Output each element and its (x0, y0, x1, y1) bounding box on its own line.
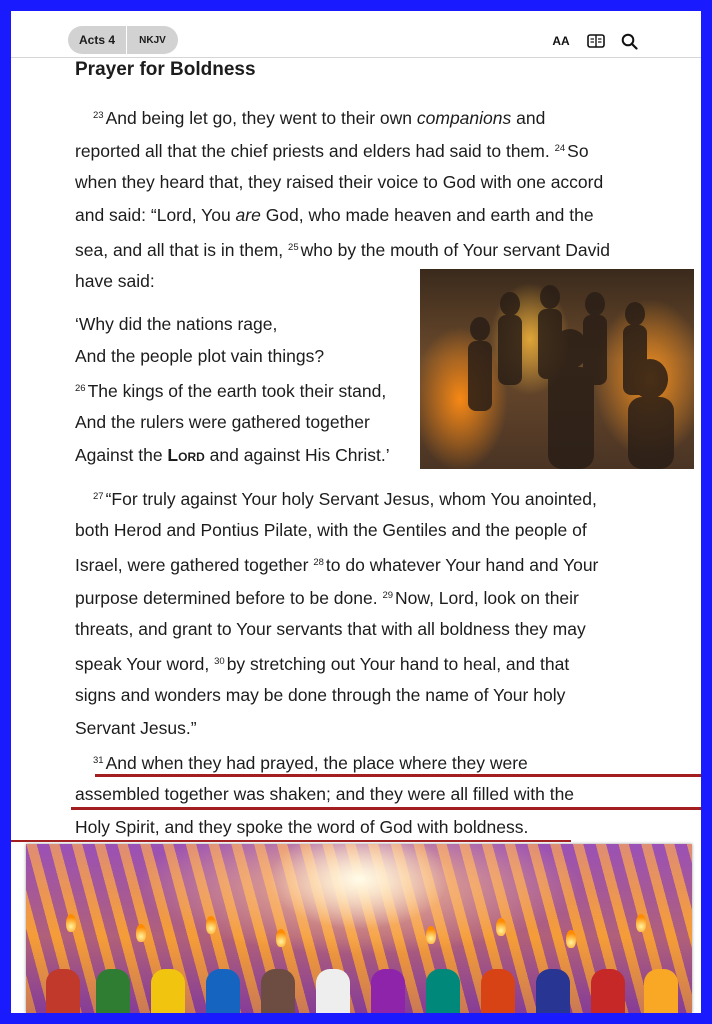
verse-line: both Herod and Pontius Pilate, with the Gentiles and the people of (75, 520, 587, 540)
verse-line: and said: “Lord, You are God, who made heaven and earth and the (75, 205, 594, 225)
verse-line: have said: (75, 271, 155, 291)
font-size-icon[interactable]: AA (552, 34, 570, 48)
verse-line: assembled together was shaken; and they were all filled with the (75, 784, 575, 804)
verse-number: 31 (93, 755, 104, 766)
version-button[interactable]: NKJV (139, 34, 166, 46)
verse-number: 26 (75, 383, 86, 394)
verse-line: speak Your word, $^{30}$ by stretching out Your hand to heal, and that (75, 654, 570, 674)
verse-line: $^{27}$ “For truly against Your holy Servant Jesus, whom You anointed, (93, 489, 597, 509)
reader-page (11, 11, 701, 1013)
section-heading: Prayer for Boldness (75, 59, 256, 80)
verse-line: reported all that the chief priests and elders had said to them. $^{24}$ So (75, 141, 589, 161)
top-toolbar (11, 11, 701, 58)
search-icon[interactable] (619, 32, 639, 50)
poetry-line: Against the Lord and against His Christ.’ (75, 445, 390, 465)
verse-number: 29 (382, 590, 394, 601)
poetry-line: ‘Why did the nations rage, (75, 314, 278, 334)
highlight-underline (11, 840, 571, 842)
verse-number: 23 (93, 110, 104, 121)
verse-line: purpose determined before to be done. $^{29}$ Now, Lord, look on their (75, 588, 579, 608)
verse-line: signs and wonders may be done through the name of Your holy (75, 685, 566, 705)
verse-line: Israel, were gathered together $^{28}$ to do whatever Your hand and Your (75, 555, 599, 575)
verse-line: Servant Jesus.” (75, 718, 197, 738)
verse-line: when they heard that, they raised their voice to God with one accord (75, 172, 604, 192)
highlight-underline (71, 807, 701, 810)
verse-line: $^{23}$ And being let go, they went to their own companions and (93, 108, 546, 128)
book-chapter-button[interactable]: Acts 4 (68, 26, 127, 54)
highlight-underline (95, 774, 701, 777)
verse-number: 30 (214, 656, 225, 667)
verse-line: sea, and all that is in them, $^{25}$ who by the mouth of Your servant David (75, 240, 610, 260)
poetry-line: And the rulers were gathered together (75, 412, 370, 432)
poetry-line: And the people plot vain things? (75, 346, 325, 366)
verse-number: 25 (288, 242, 299, 253)
book-icon[interactable] (586, 32, 606, 50)
verse-number: 28 (313, 557, 324, 568)
pentecost-image (26, 844, 692, 1013)
verse-line: Holy Spirit, and they spoke the word of God with boldness. (75, 817, 529, 837)
book-version-selector (68, 26, 178, 54)
verse-line: threats, and grant to Your servants that with all boldness they may (75, 619, 586, 639)
poetry-line: $^{26}$ The kings of the earth took their stand, (75, 381, 387, 401)
verse-line: $^{31}$ And when they had prayed, the place where they were (93, 753, 528, 773)
verse-number: 24 (554, 143, 566, 154)
apostles-praying-image (420, 269, 694, 469)
verse-number: 27 (93, 491, 104, 502)
